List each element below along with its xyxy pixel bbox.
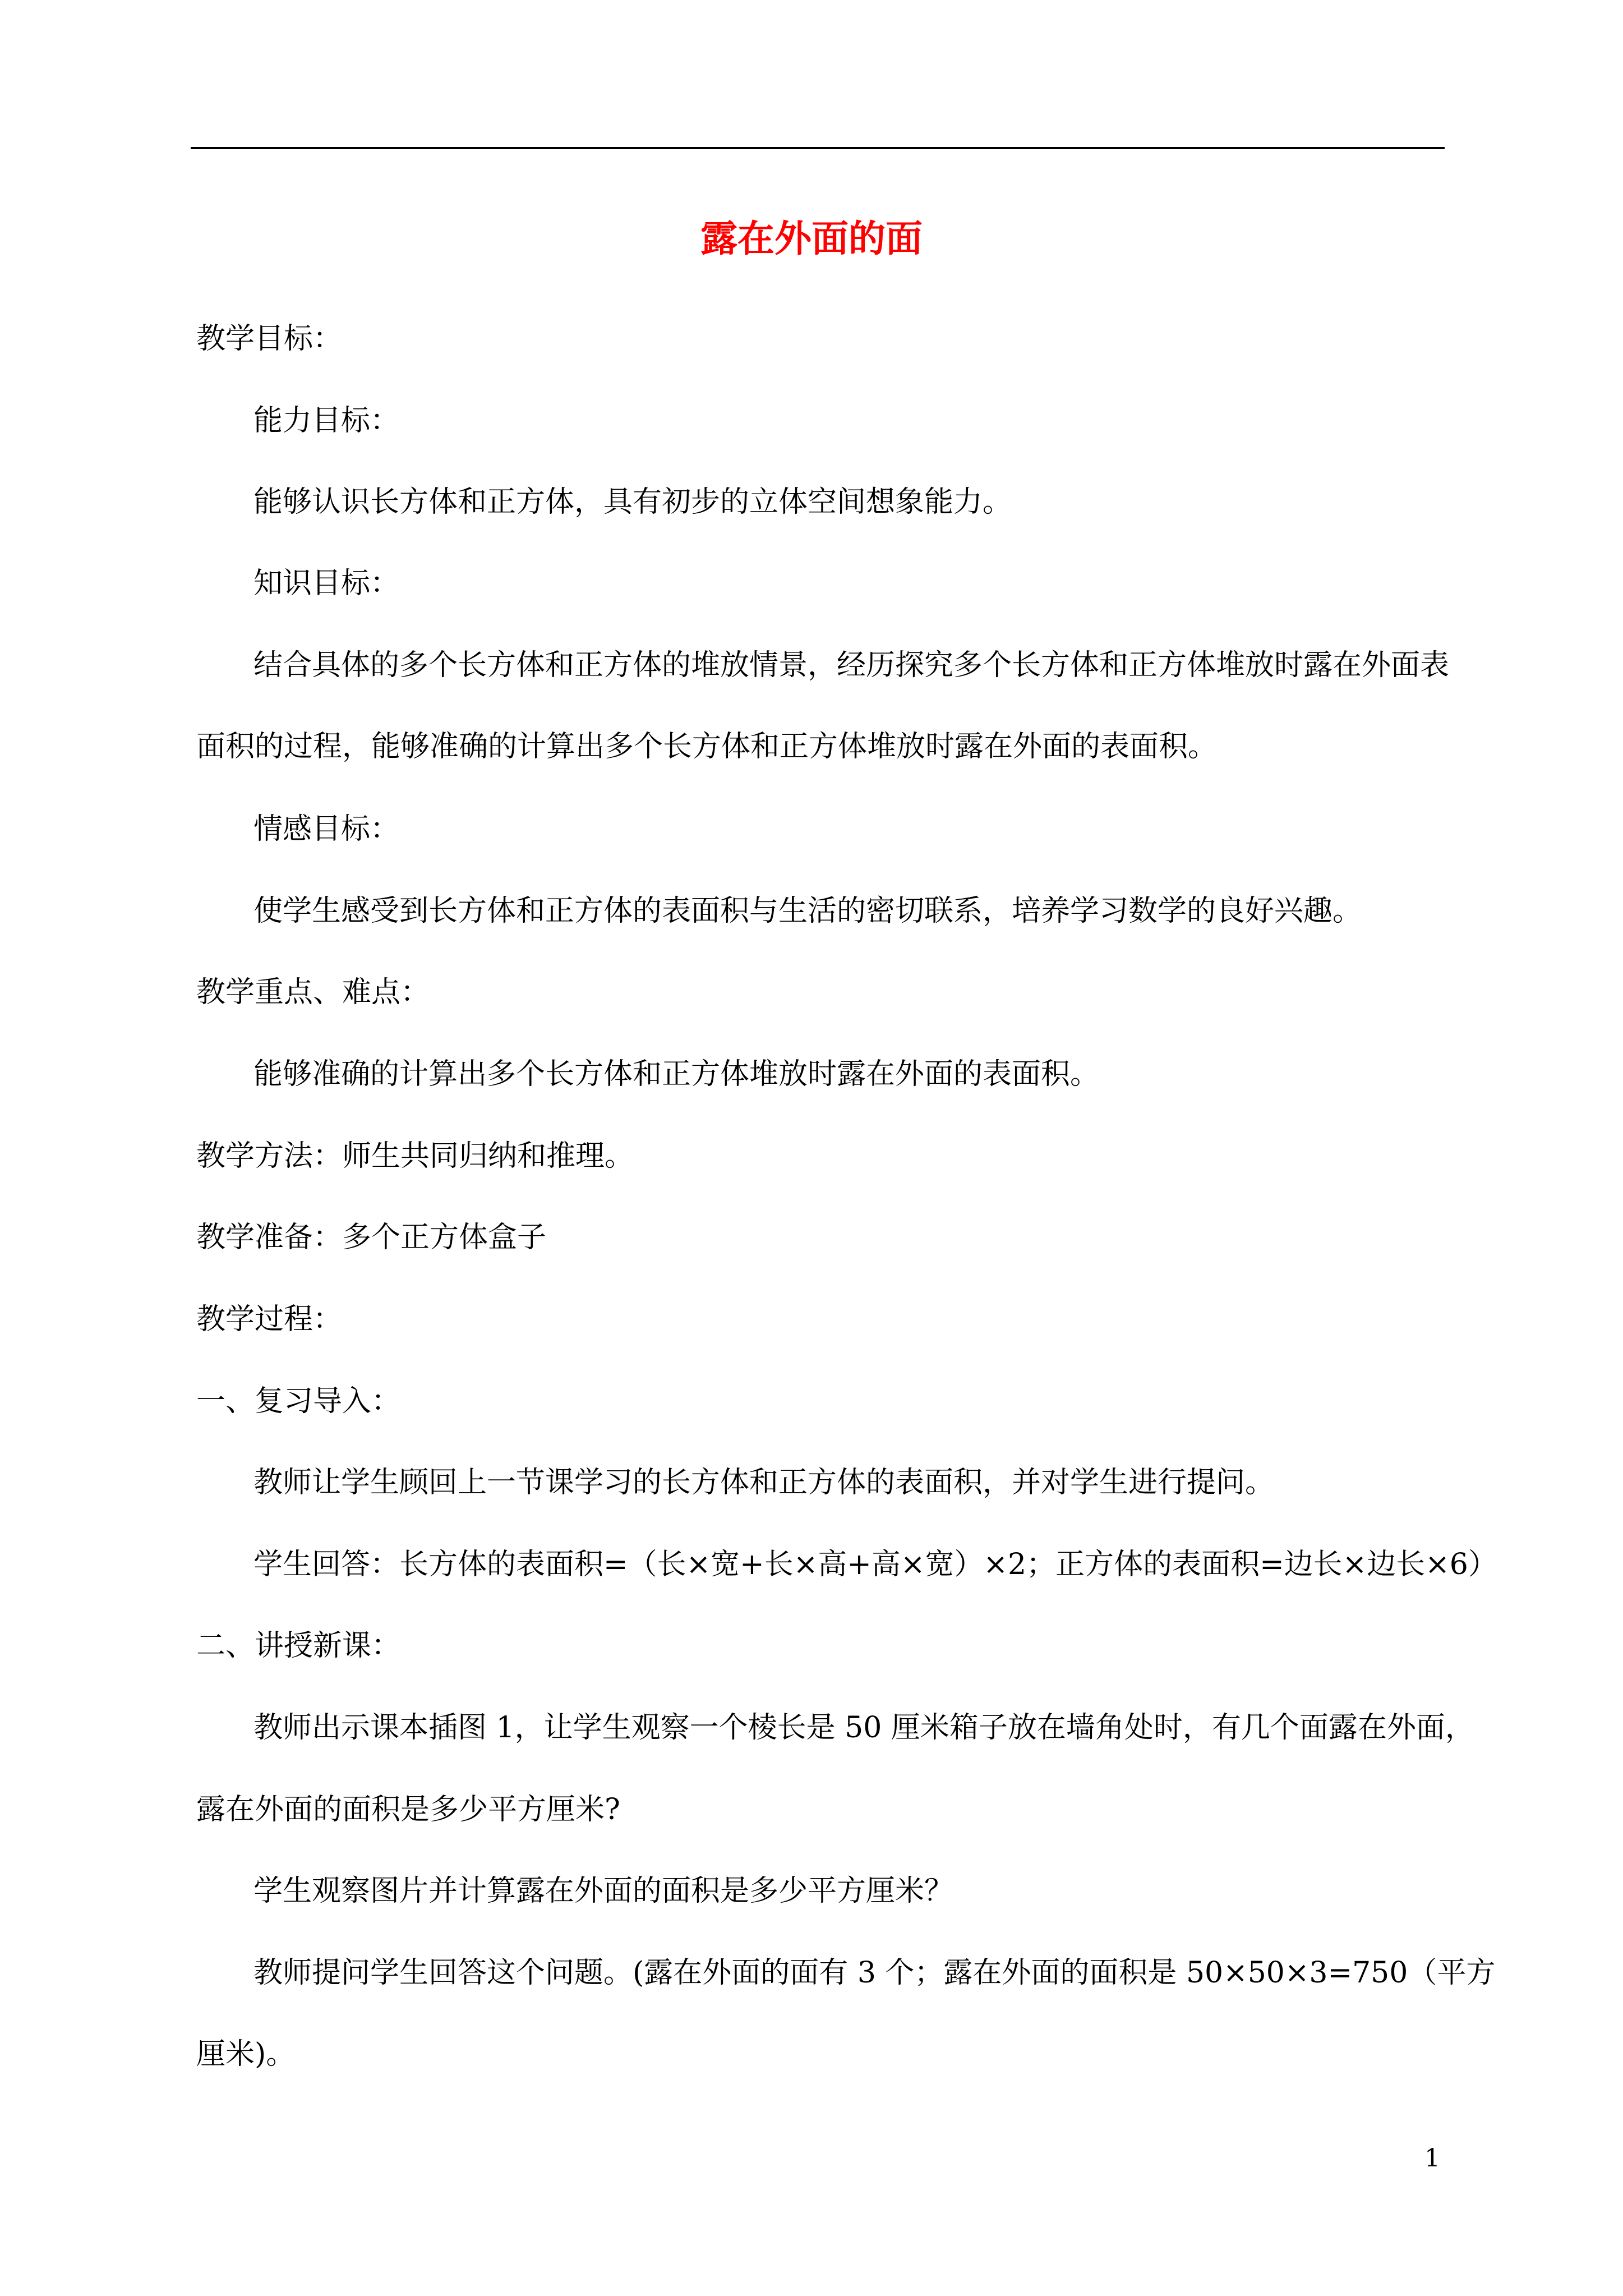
- page-number: 1: [1424, 2144, 1440, 2173]
- text-line-knowledge-content-1: 结合具体的多个长方体和正方体的堆放情景，经历探究多个长方体和正方体堆放时露在外面表: [253, 648, 1450, 682]
- text-line-key-points-content: 能够准确的计算出多个长方体和正方体堆放时露在外面的表面积。: [253, 1057, 1100, 1091]
- text-line-lesson-content-4: 教师提问学生回答这个问题。(露在外面的面有 3 个；露在外面的面积是 50×50×3=750（平方: [253, 1956, 1496, 1990]
- document-title: 露在外面的面: [700, 217, 923, 260]
- text-line-lesson-content-3: 学生观察图片并计算露在外面的面积是多少平方厘米？: [253, 1874, 954, 1908]
- text-line-teaching-preparation: 教学准备：多个正方体盒子: [196, 1221, 547, 1254]
- header-rule: [191, 147, 1445, 149]
- text-line-section-new-lesson: 二、讲授新课：: [196, 1629, 401, 1663]
- text-line-section-review: 一、复习导入：: [196, 1384, 401, 1418]
- text-line-review-student: 学生回答：长方体的表面积=（长×宽+长×高+高×宽）×2；正方体的表面积=边长×边长×6）: [253, 1548, 1497, 1581]
- text-line-key-points: 教学重点、难点：: [196, 976, 430, 1009]
- text-line-teaching-goals: 教学目标：: [196, 322, 343, 356]
- text-line-review-teacher: 教师让学生顾回上一节课学习的长方体和正方体的表面积，并对学生进行提问。: [253, 1466, 1275, 1499]
- text-line-teaching-method: 教学方法：师生共同归纳和推理。: [196, 1139, 634, 1173]
- text-line-emotion-content: 使学生感受到长方体和正方体的表面积与生活的密切联系，培养学习数学的良好兴趣。: [253, 894, 1362, 928]
- text-line-emotion-goal: 情感目标：: [253, 812, 400, 846]
- text-line-knowledge-content-2: 面积的过程，能够准确的计算出多个长方体和正方体堆放时露在外面的表面积。: [196, 730, 1218, 763]
- text-line-ability-content: 能够认识长方体和正方体，具有初步的立体空间想象能力。: [253, 485, 1012, 519]
- text-line-lesson-content-1: 教师出示课本插图 1，让学生观察一个棱长是 50 厘米箱子放在墙角处时，有几个面露在外面，: [253, 1711, 1474, 1745]
- text-line-lesson-content-2: 露在外面的面积是多少平方厘米?: [196, 1793, 620, 1826]
- text-line-knowledge-goal: 知识目标：: [253, 567, 400, 600]
- text-line-teaching-process: 教学过程：: [196, 1303, 343, 1336]
- text-line-lesson-content-5: 厘米)。: [196, 2037, 296, 2071]
- text-line-ability-goal: 能力目标：: [253, 404, 400, 438]
